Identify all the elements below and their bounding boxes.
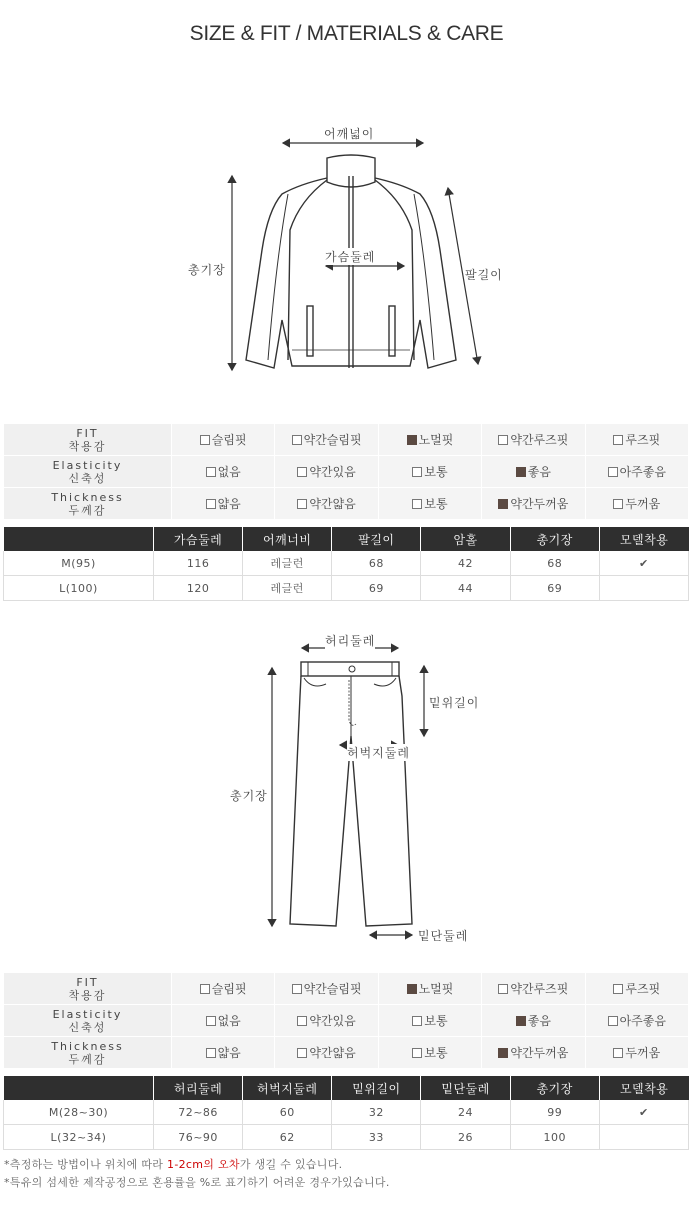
table-cell: 99: [510, 1100, 599, 1125]
fit-row: [4, 456, 689, 488]
unchecked-box-icon: [206, 467, 216, 477]
fit-option: 보통: [378, 456, 481, 488]
hem-label: 밑단둘레: [418, 929, 469, 943]
unchecked-box-icon: [498, 984, 508, 994]
table-cell: 레글런: [243, 551, 332, 576]
column-header: 모델착용: [599, 1076, 688, 1100]
unchecked-box-icon: [292, 435, 302, 445]
table-cell: 24: [421, 1100, 510, 1125]
rise-label: 밑위길이: [429, 696, 480, 710]
checked-box-icon: [407, 435, 417, 445]
unchecked-box-icon: [297, 499, 307, 509]
column-header: 어깨너비: [243, 527, 332, 551]
fit-row: [4, 973, 689, 1005]
table-cell: M(95): [4, 551, 154, 576]
table-row: [4, 551, 689, 576]
fit-row: [4, 1037, 689, 1069]
fit-option: 얇음: [172, 1037, 275, 1069]
model-worn-cell: [599, 576, 688, 601]
table-cell: 68: [332, 551, 421, 576]
table-row: [4, 1125, 689, 1150]
column-header: 밑위길이: [332, 1076, 421, 1100]
table-cell: 76~90: [154, 1125, 243, 1150]
jacket-diagram: [0, 110, 693, 410]
unchecked-box-icon: [412, 499, 422, 509]
unchecked-box-icon: [613, 435, 623, 445]
table-row: [4, 1100, 689, 1125]
column-header: 가슴둘레: [154, 527, 243, 551]
checked-box-icon: [516, 467, 526, 477]
table-cell: 32: [332, 1100, 421, 1125]
fit-option: 보통: [378, 488, 481, 520]
column-header: 허리둘레: [154, 1076, 243, 1100]
column-header: 팔길이: [332, 527, 421, 551]
error-highlight: 1-2cm의 오차: [167, 1158, 240, 1171]
unchecked-box-icon: [613, 499, 623, 509]
table-cell: 26: [421, 1125, 510, 1150]
unchecked-box-icon: [613, 984, 623, 994]
fit-option: 약간있음: [275, 456, 378, 488]
unchecked-box-icon: [412, 1016, 422, 1026]
fit-option: 약간슬림핏: [275, 424, 378, 456]
fit-option: 슬림핏: [172, 973, 275, 1005]
fit-option: 노멀핏: [378, 424, 481, 456]
table-cell: 68: [510, 551, 599, 576]
fit-row-label: Thickness 두께감: [4, 1037, 172, 1069]
table-cell: 레글런: [243, 576, 332, 601]
fit-option: 약간슬림핏: [275, 973, 378, 1005]
unchecked-box-icon: [206, 1048, 216, 1058]
column-header: 밑단둘레: [421, 1076, 510, 1100]
table-cell: 69: [332, 576, 421, 601]
table-cell: 62: [243, 1125, 332, 1150]
checked-box-icon: [407, 984, 417, 994]
fit-row: [4, 424, 689, 456]
unchecked-box-icon: [498, 435, 508, 445]
fit-option: 노멀핏: [378, 973, 481, 1005]
table-cell: 44: [421, 576, 510, 601]
column-header: 암홀: [421, 527, 510, 551]
unchecked-box-icon: [412, 467, 422, 477]
table-cell: 72~86: [154, 1100, 243, 1125]
fit-row: [4, 488, 689, 520]
unchecked-box-icon: [206, 499, 216, 509]
fit-row-label: Thickness 두께감: [4, 488, 172, 520]
column-header: 허벅지둘레: [243, 1076, 332, 1100]
table-row: [4, 576, 689, 601]
table-cell: 69: [510, 576, 599, 601]
fit-option: 약간얇음: [275, 488, 378, 520]
model-worn-cell: [599, 1125, 688, 1150]
fit-option: 아주좋음: [585, 1005, 688, 1037]
fit-option: 루즈핏: [585, 424, 688, 456]
top-fit-table: [3, 423, 689, 520]
note-error-margin: *측정하는 방법이나 위치에 따라 1-2cm의 오차가 생길 수 있습니다.: [4, 1158, 343, 1171]
fit-option: 보통: [378, 1037, 481, 1069]
fit-row-label: Elasticity 신축성: [4, 456, 172, 488]
unchecked-box-icon: [297, 1016, 307, 1026]
fit-row: [4, 1005, 689, 1037]
unchecked-box-icon: [297, 1048, 307, 1058]
pants-illustration: [0, 628, 693, 948]
column-header: 총기장: [510, 1076, 599, 1100]
fit-row-label: FIT 착용감: [4, 424, 172, 456]
bottom-fit-table: [3, 972, 689, 1069]
pants-length-label: 총기장: [230, 789, 268, 803]
table-cell: L(32~34): [4, 1125, 154, 1150]
table-cell: 116: [154, 551, 243, 576]
unchecked-box-icon: [412, 1048, 422, 1058]
table-cell: 100: [510, 1125, 599, 1150]
model-worn-cell: ✔: [599, 551, 688, 576]
table-cell: 120: [154, 576, 243, 601]
unchecked-box-icon: [613, 1048, 623, 1058]
fit-option: 약간루즈핏: [482, 973, 585, 1005]
fit-option: 약간두꺼움: [482, 488, 585, 520]
fit-option: 아주좋음: [585, 456, 688, 488]
column-header: 모델착용: [599, 527, 688, 551]
fit-option: 두꺼움: [585, 488, 688, 520]
checked-box-icon: [498, 499, 508, 509]
page-title: SIZE & FIT / MATERIALS & CARE: [189, 22, 504, 45]
waist-label: 허리둘레: [325, 634, 376, 648]
fit-option: 좋음: [482, 456, 585, 488]
fit-option: 없음: [172, 1005, 275, 1037]
top-measurement-table: [3, 527, 689, 601]
table-cell: 33: [332, 1125, 421, 1150]
fit-option: 좋음: [482, 1005, 585, 1037]
unchecked-box-icon: [297, 467, 307, 477]
column-header: [4, 527, 154, 551]
fit-option: 없음: [172, 456, 275, 488]
thigh-label: 허벅지둘레: [347, 746, 410, 760]
fit-option: 얇음: [172, 488, 275, 520]
fit-row-label: FIT 착용감: [4, 973, 172, 1005]
note-blend-ratio: *특유의 섬세한 제작공정으로 혼용률을 %로 표기하기 어려운 경우가있습니다.: [4, 1176, 390, 1189]
sleeve-label: 팔길이: [465, 268, 503, 282]
shoulder-label: 어깨넓이: [324, 127, 375, 141]
unchecked-box-icon: [206, 1016, 216, 1026]
fit-option: 약간두꺼움: [482, 1037, 585, 1069]
column-header: [4, 1076, 154, 1100]
unchecked-box-icon: [608, 467, 618, 477]
table-cell: 42: [421, 551, 510, 576]
column-header: 총기장: [510, 527, 599, 551]
model-worn-cell: ✔: [599, 1100, 688, 1125]
pants-diagram: [0, 628, 693, 948]
table-cell: 60: [243, 1100, 332, 1125]
fit-row-label: Elasticity 신축성: [4, 1005, 172, 1037]
fit-option: 약간루즈핏: [482, 424, 585, 456]
unchecked-box-icon: [608, 1016, 618, 1026]
chest-label: 가슴둘레: [325, 250, 376, 264]
fit-option: 약간있음: [275, 1005, 378, 1037]
length-label: 총기장: [188, 263, 226, 277]
fit-option: 두꺼움: [585, 1037, 688, 1069]
bottom-measurement-table: [3, 1076, 689, 1150]
fit-option: 약간얇음: [275, 1037, 378, 1069]
fit-option: 보통: [378, 1005, 481, 1037]
table-cell: L(100): [4, 576, 154, 601]
fit-option: 루즈핏: [585, 973, 688, 1005]
unchecked-box-icon: [200, 984, 210, 994]
unchecked-box-icon: [292, 984, 302, 994]
table-cell: M(28~30): [4, 1100, 154, 1125]
fit-option: 슬림핏: [172, 424, 275, 456]
unchecked-box-icon: [200, 435, 210, 445]
checked-box-icon: [498, 1048, 508, 1058]
checked-box-icon: [516, 1016, 526, 1026]
